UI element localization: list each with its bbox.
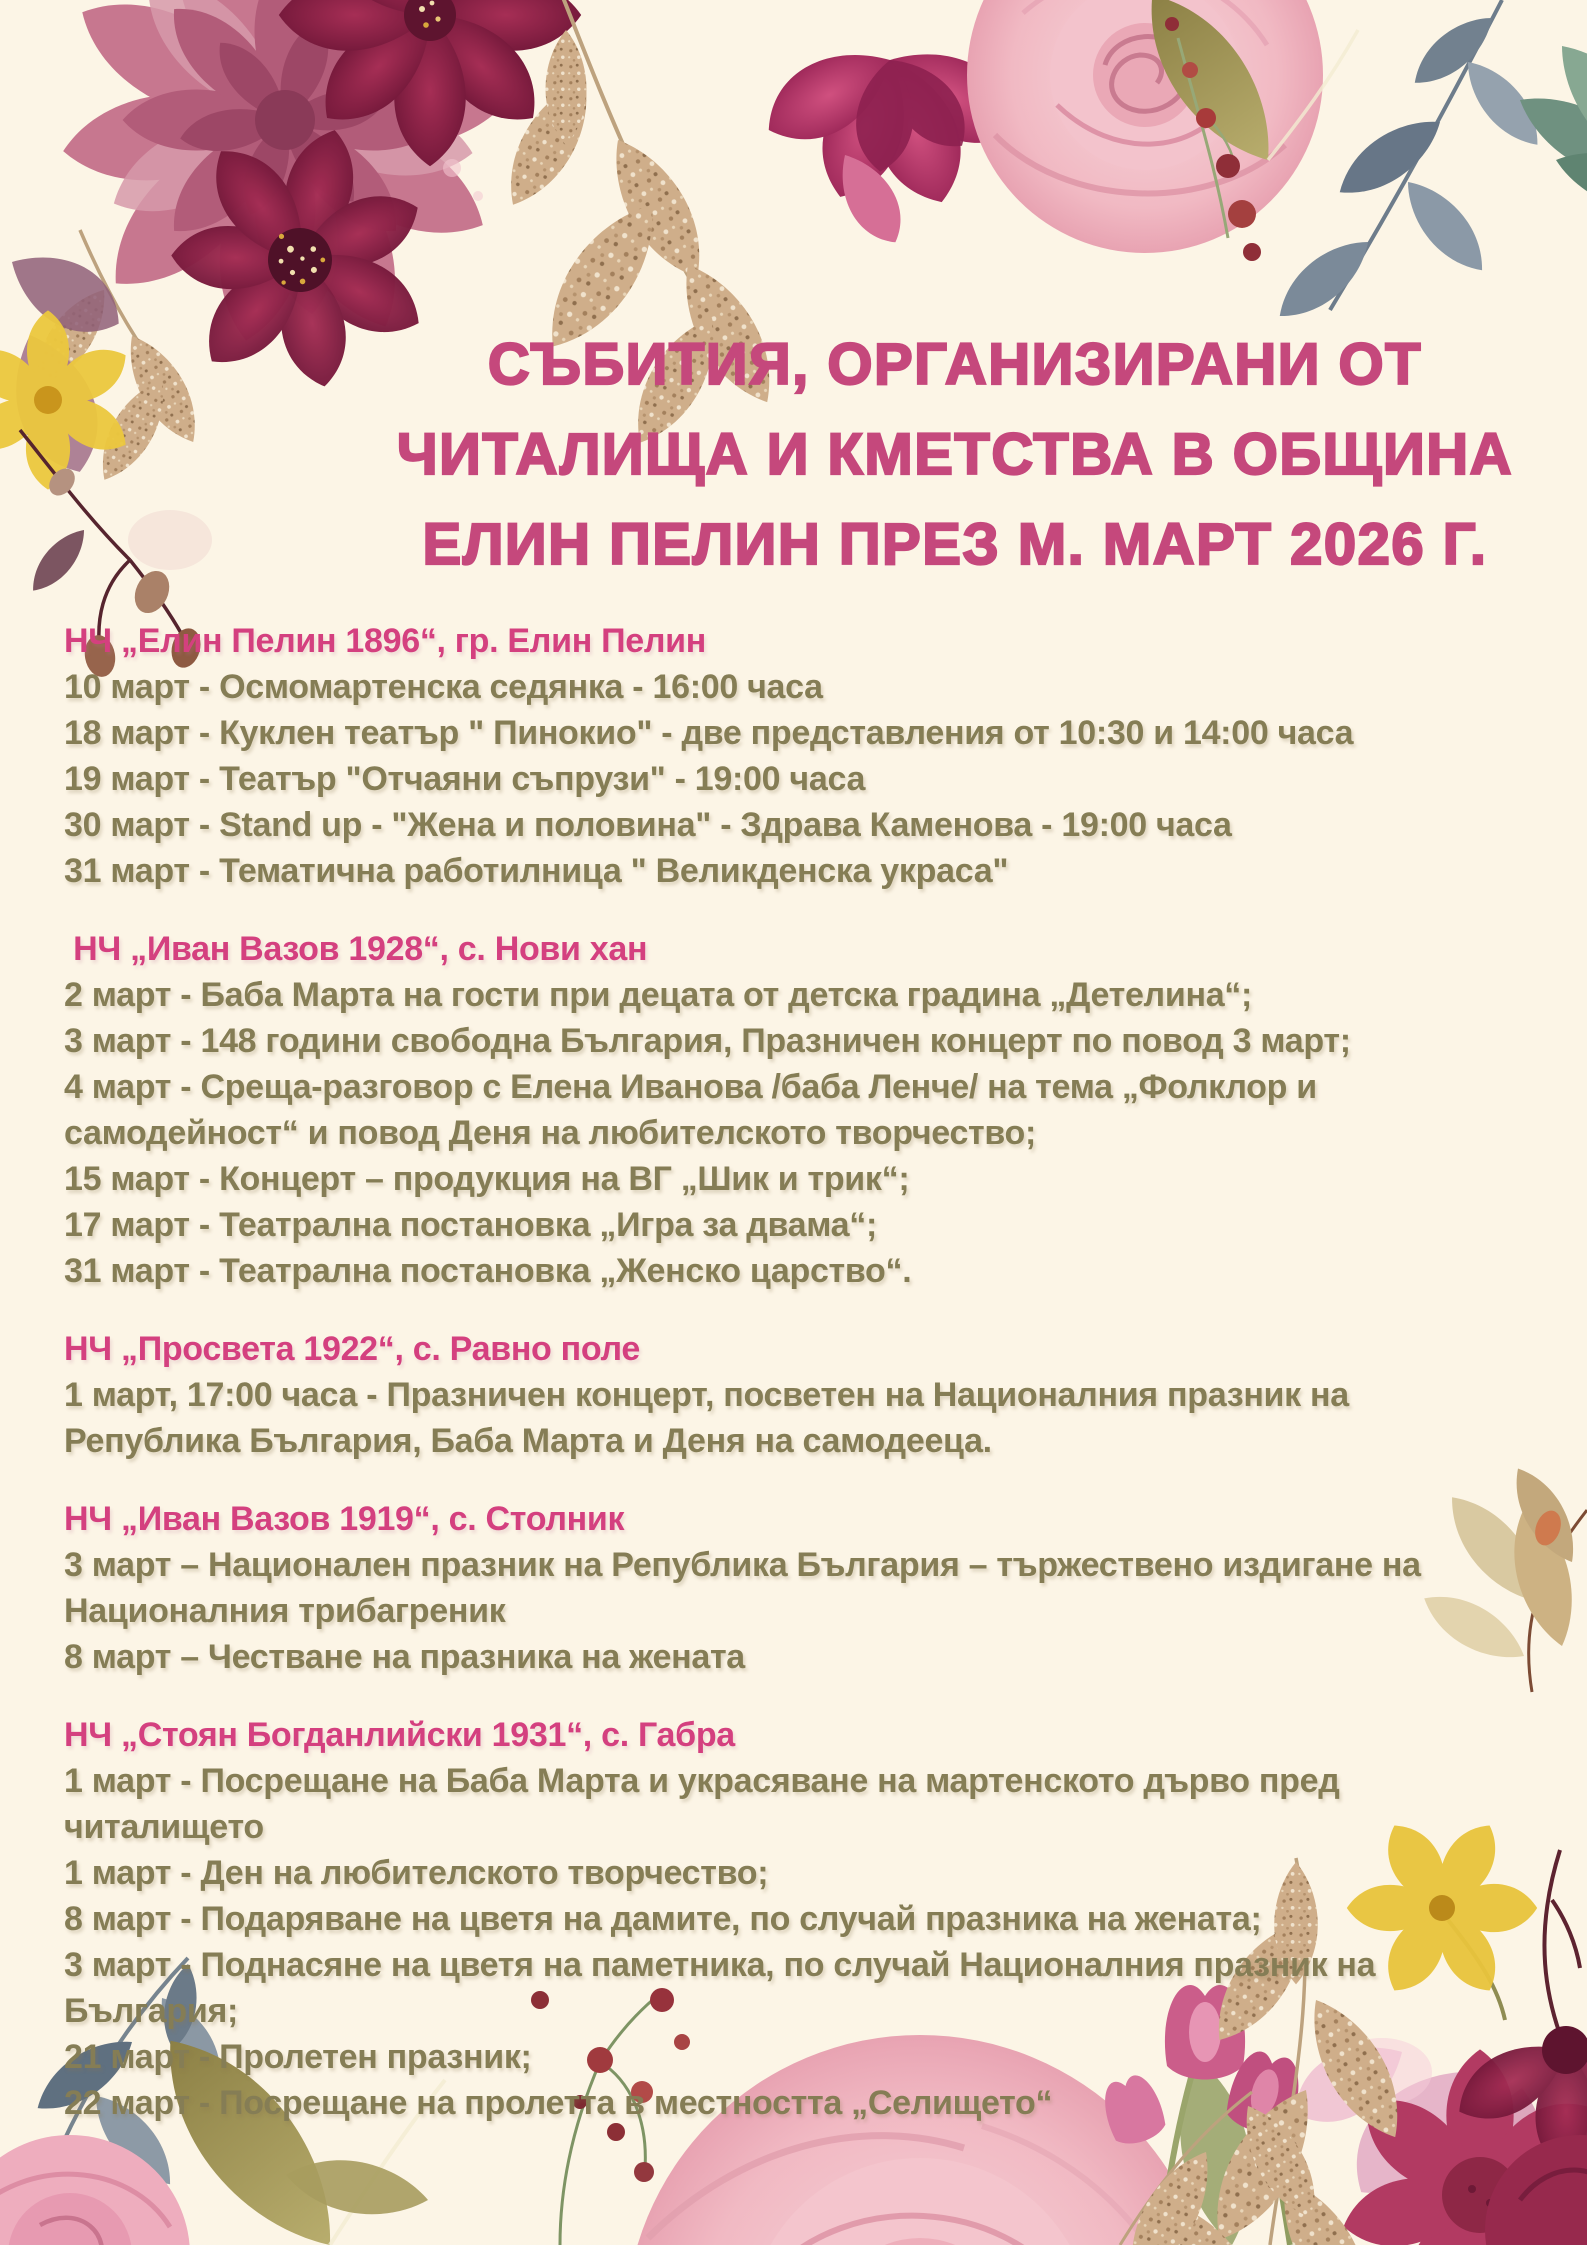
event-line: 1 март - Ден на любителското творчество; xyxy=(64,1854,769,1892)
event-line: 15 март - Концерт – продукция на ВГ „Шик и трик“; xyxy=(64,1160,910,1198)
event-line: 22 март - Посрещане на пролетта в местността „Селището“ xyxy=(64,2084,1053,2122)
event-line: 8 март – Честване на празника на жената xyxy=(64,1638,745,1676)
event-line: 30 март - Stand up - "Жена и половина" - Здрава Каменова - 19:00 часа xyxy=(64,806,1232,844)
event-line: 31 март - Театрална постановка „Женско царство“. xyxy=(64,1252,912,1290)
event-line: 3 март - Поднасяне на цветя на паметника, по случай Националния празник на xyxy=(64,1946,1376,1984)
event-line: 4 март - Среща-разговор с Елена Иванова /баба Ленче/ на тема „Фолклор и xyxy=(64,1068,1317,1106)
event-line: 21 март - Пролетен празник; xyxy=(64,2038,532,2076)
event-line: 2 март - Баба Марта на гости при децата от детска градина „Детелина“; xyxy=(64,976,1253,1014)
event-line: Националния трибагреник xyxy=(64,1592,506,1630)
event-section xyxy=(64,1496,1564,1680)
section-heading: НЧ „Стоян Богданлийски 1931“, с. Габра xyxy=(64,1716,735,1754)
event-line: 17 март - Театрална постановка „Игра за двама“; xyxy=(64,1206,877,1244)
event-line: 10 март - Осмомартенска седянка - 16:00 часа xyxy=(64,668,823,706)
section-heading: НЧ „Просвета 1922“, с. Равно поле xyxy=(64,1330,640,1368)
title-line-2: ЧИТАЛИЩА И КМЕТСТВА В ОБЩИНА xyxy=(396,422,1514,487)
event-line: Република България, Баба Марта и Деня на самодееца. xyxy=(64,1422,992,1460)
events-list xyxy=(64,618,1564,2158)
section-heading: НЧ „Иван Вазов 1919“, с. Столник xyxy=(64,1500,625,1538)
event-section xyxy=(64,926,1564,1294)
event-section xyxy=(64,1712,1564,2126)
event-line: България; xyxy=(64,1992,239,2030)
title-line-3: ЕЛИН ПЕЛИН ПРЕЗ М. МАРТ 2026 Г. xyxy=(422,512,1488,577)
event-line: 18 март - Куклен театър " Пинокио" - две представления от 10:30 и 14:00 часа xyxy=(64,714,1354,752)
section-heading: НЧ „Иван Вазов 1928“, с. Нови хан xyxy=(64,930,648,968)
event-line: 3 март - 148 години свободна България, Празничен концерт по повод 3 март; xyxy=(64,1022,1351,1060)
event-section xyxy=(64,618,1564,894)
event-line: 19 март - Театър "Отчаяни съпрузи" - 19:00 часа xyxy=(64,760,866,798)
event-line: 3 март – Национален празник на Република България – тържествено издигане на xyxy=(64,1546,1421,1584)
section-heading: НЧ „Елин Пелин 1896“, гр. Елин Пелин xyxy=(64,622,706,660)
event-line: 1 март - Посрещане на Баба Марта и украсяване на мартенското дърво пред xyxy=(64,1762,1340,1800)
event-line: читалището xyxy=(64,1808,264,1846)
event-line: 1 март, 17:00 часа - Празничен концерт, посветен на Националния празник на xyxy=(64,1376,1349,1414)
event-line: 8 март - Подаряване на цветя на дамите, по случай празника на жената; xyxy=(64,1900,1262,1938)
pale-rose-top-right xyxy=(967,0,1323,253)
event-line: 31 март - Тематична работилница " Великденска украса" xyxy=(64,852,1009,890)
event-section xyxy=(64,1326,1564,1464)
title-line-1: СЪБИТИЯ, ОРГАНИЗИРАНИ ОТ xyxy=(487,332,1423,397)
event-line: самодейност“ и повод Деня на любителското творчество; xyxy=(64,1114,1037,1152)
page-title xyxy=(380,320,1530,590)
